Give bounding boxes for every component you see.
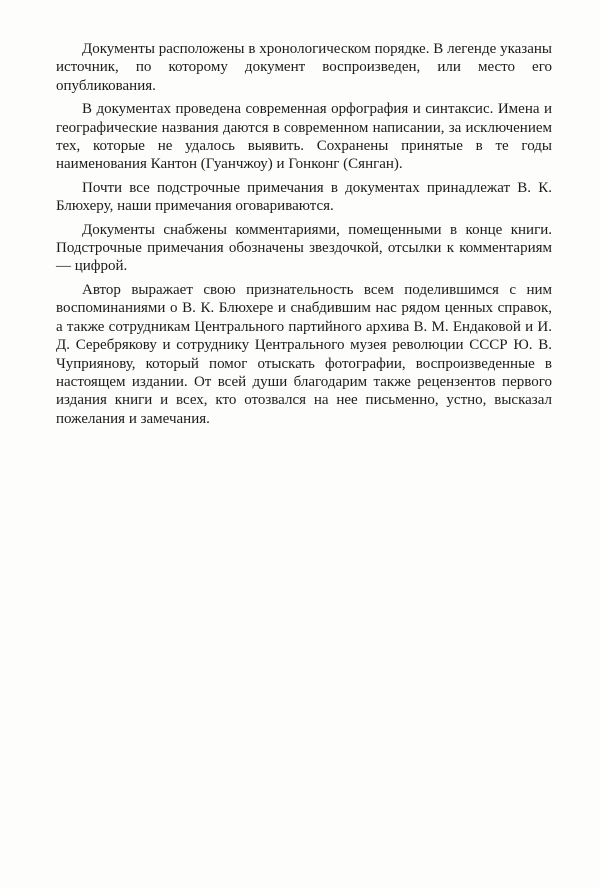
paragraph-comments: Документы снабжены комментариями, помещенными в конце книги. Подстрочные примечания обозначены звездочкой, отсылки к комментариям — цифрой. — [56, 221, 552, 275]
paragraph-acknowledgements: Автор выражает свою признательность всем поделившимся с ним воспоминаниями о В. К. Блюхере и снабдившим нас рядом ценных справок, а также сотрудникам Центрального партийного архива В. М. Ендаковой и И. Д. Серебрякову и сотруднику Центрального музея революции СССР Ю. В. Чуприянову, который помог отыскать фотографии, воспроизведенные в настоящем издании. От всей души благодарим также рецензентов первого издания книги и всех, кто отозвался на нее письменно, устно, высказал пожелания и замечания. — [56, 281, 552, 427]
body-text — [56, 40, 552, 433]
paragraph-chronology: Документы расположены в хронологическом порядке. В легенде указаны источник, по которому документ воспроизведен, или место его опубликования. — [56, 41, 552, 94]
paragraph-orthography: В документах проведена современная орфография и синтаксис. Имена и географические названия даются в современном написании, за исключением тех, которые не удалось выявить. Сохранены принятые в те годы наименования Кантон (Гуанчжоу) и Гонконг (Сянган). — [56, 101, 552, 173]
paragraph-footnotes: Почти все подстрочные примечания в документах принадлежат В. К. Блюхеру, наши примечания оговариваются. — [56, 179, 552, 215]
